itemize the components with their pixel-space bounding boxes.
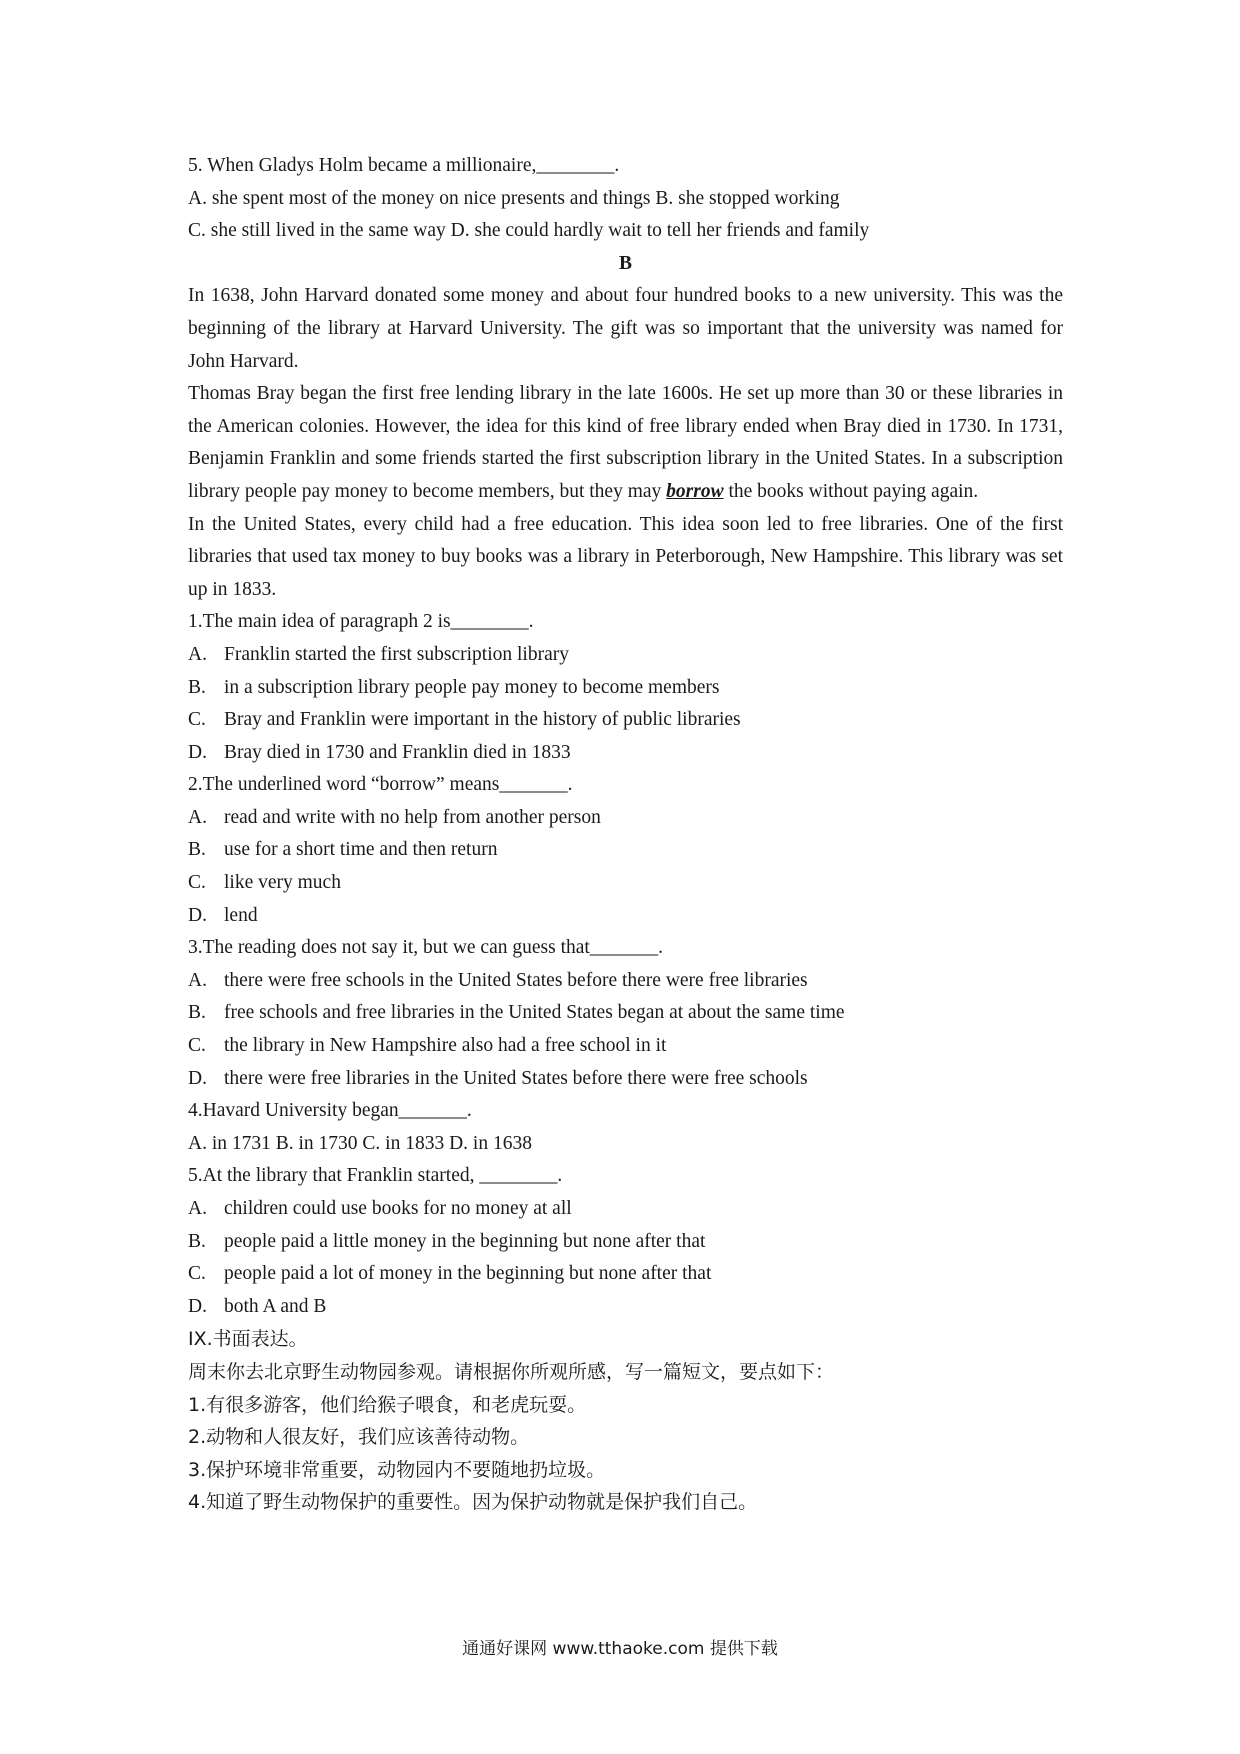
option-letter: C. — [188, 1035, 206, 1057]
option-text: in a subscription library people pay money to become members — [224, 676, 720, 698]
question-stem: 1.The main idea of paragraph 2 is________. — [188, 611, 534, 633]
option-letter: B. — [188, 676, 206, 698]
option-letter: A. — [188, 969, 207, 991]
option — [188, 1193, 1063, 1226]
option-text: Franklin started the first subscription library — [224, 643, 569, 665]
option — [188, 900, 1063, 933]
passage-paragraph: In 1638, John Harvard donated some money and about four hundred books to a new university. This was the beginning of the library at Harvard University. The gift was so important that the university was named for John Harvard. — [188, 285, 1063, 372]
option — [188, 834, 1063, 867]
writing-intro: 周末你去北京野生动物园参观。请根据你所观所感，写一篇短文，要点如下： — [188, 1360, 835, 1383]
writing-heading: IX.书面表达。 — [188, 1328, 308, 1351]
option-letter: D. — [188, 741, 207, 763]
option-text: use for a short time and then return — [224, 839, 498, 861]
option-text: the library in New Hampshire also had a free school in it — [224, 1035, 667, 1057]
option-text: lend — [224, 904, 258, 926]
option — [188, 1226, 1063, 1259]
option-letter: B. — [188, 839, 206, 861]
option-letter: C. — [188, 1263, 206, 1285]
option-text: free schools and free libraries in the United States began at about the same time — [224, 1002, 845, 1024]
writing-point: 3.保护环境非常重要，动物园内不要随地扔垃圾。 — [188, 1458, 606, 1481]
question-stem: 5. When Gladys Holm became a millionaire,________. — [188, 155, 620, 176]
writing-point: 1.有很多游客，他们给猴子喂食，和老虎玩耍。 — [188, 1393, 587, 1416]
question-stem: 3.The reading does not say it, but we can guess that_______. — [188, 937, 663, 959]
option-letter: C. — [188, 709, 206, 731]
option-text: people paid a lot of money in the beginning but none after that — [224, 1263, 712, 1285]
option-letter: A. — [188, 643, 207, 665]
option — [188, 867, 1063, 900]
writing-point: 2.动物和人很友好，我们应该善待动物。 — [188, 1426, 530, 1449]
option-text: there were free libraries in the United States before there were free schools — [224, 1067, 808, 1089]
option — [188, 1063, 1063, 1096]
option — [188, 639, 1063, 672]
passage-paragraph: In the United States, every child had a free education. This idea soon led to free libraries. One of the first libraries that used tax money to buy books was a library in Peterborough, New Hampshire. This library was set up in 1833. — [188, 513, 1063, 600]
paragraph-text: Thomas Bray began the first free lending library in the late 1600s. He set up more than 30 or these libraries in the American colonies. However, the idea for this kind of free library ended when Bray died in 1730. In 1731, Benjamin Franklin and some friends started the first subscription library in the United States. In a subscription library people pay money to become members, but they may — [188, 383, 1063, 502]
option-text: like very much — [224, 872, 341, 894]
option — [188, 672, 1063, 705]
option — [188, 802, 1063, 835]
document-page — [188, 150, 1063, 1519]
option — [188, 1030, 1063, 1063]
option-letter: B. — [188, 1230, 206, 1252]
option-text: people paid a little money in the beginning but none after that — [224, 1230, 706, 1252]
option-line: C. she still lived in the same way D. she could hardly wait to tell her friends and family — [188, 220, 870, 242]
option-text: children could use books for no money at all — [224, 1198, 572, 1219]
option — [188, 737, 1063, 770]
underlined-word: borrow — [666, 480, 724, 502]
option — [188, 997, 1063, 1030]
option-text: both A and B — [224, 1295, 327, 1317]
writing-point: 4.知道了野生动物保护的重要性。因为保护动物就是保护我们自己。 — [188, 1491, 758, 1514]
option-text: there were free schools in the United States before there were free libraries — [224, 969, 808, 991]
option — [188, 1258, 1063, 1291]
option-letter: B. — [188, 1002, 206, 1024]
section-heading: B — [618, 252, 632, 274]
option-letter: C. — [188, 872, 206, 894]
option — [188, 704, 1063, 737]
paragraph-text: the books without paying again. — [723, 480, 979, 502]
option-letter: D. — [188, 1067, 207, 1089]
question-stem: 2.The underlined word “borrow” means_______. — [188, 774, 573, 796]
question-stem: 4.Havard University began_______. — [188, 1100, 472, 1122]
option-text: Bray and Franklin were important in the history of public libraries — [224, 709, 741, 731]
option — [188, 1291, 1063, 1324]
passage-paragraph — [188, 378, 1063, 508]
option-text: read and write with no help from another person — [224, 806, 601, 828]
question-stem: 5.At the library that Franklin started, ________. — [188, 1165, 563, 1187]
option-line: A. she spent most of the money on nice presents and things B. she stopped working — [188, 187, 840, 209]
page-footer: 通通好课网 www.tthaoke.com 提供下载 — [462, 1639, 778, 1659]
option-letter: A. — [188, 806, 207, 828]
option-letter: D. — [188, 904, 207, 926]
option-letter: D. — [188, 1295, 207, 1317]
option-line: A. in 1731 B. in 1730 C. in 1833 D. in 1638 — [188, 1132, 532, 1154]
option-letter: A. — [188, 1198, 207, 1219]
option — [188, 965, 1063, 998]
option-text: Bray died in 1730 and Franklin died in 1833 — [224, 741, 571, 763]
